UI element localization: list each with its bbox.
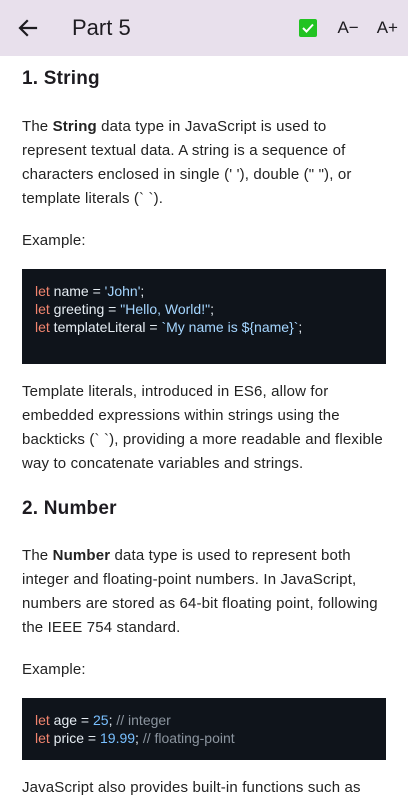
string-description: The String data type in JavaScript is used to represent textual data. A string is a sequence of characters enclosed in single (' '), double (" "), or template literals (` `). (22, 118, 352, 207)
lesson-content[interactable] (0, 68, 408, 800)
code-line: let age = 25; // integer (35, 712, 171, 728)
checkbox-checked-icon (301, 21, 315, 35)
decrease-font-button[interactable]: A− (337, 18, 359, 37)
code-line: let greeting = "Hello, World!"; (35, 301, 214, 317)
page-title: Part 5 (72, 15, 131, 40)
code-block (22, 698, 386, 760)
example-label: Example: (22, 661, 86, 678)
example-label: Example: (22, 232, 86, 249)
string-keyword: String (52, 118, 97, 135)
section-heading-number: 2. Number (22, 498, 117, 519)
mark-complete-checkbox[interactable] (299, 19, 317, 37)
section-heading-string: 1. String (22, 68, 100, 89)
number-keyword: Number (52, 547, 111, 564)
code-line: let name = 'John'; (35, 283, 145, 299)
number-description: The Number data type is used to represent both integer and floating-point numbers. In JavaScript, numbers are stored as 64-bit floating point, following the IEEE 754 standard. (22, 547, 378, 636)
code-line: let price = 19.99; // floating-point (35, 730, 235, 746)
back-button[interactable] (14, 14, 42, 42)
app-bar (0, 0, 408, 56)
code-block (22, 269, 386, 364)
increase-font-button[interactable]: A+ (376, 18, 398, 37)
code-line: let templateLiteral = `My name is ${name}`; (35, 319, 303, 335)
builtin-functions-note: JavaScript also provides built-in functions such as (22, 779, 361, 796)
arrow-left-icon (18, 18, 38, 38)
template-literals-note: Template literals, introduced in ES6, allow for embedded expressions within strings using the backticks (` `), providing a more readable and flexible way to concatenate variables and strings. (22, 383, 383, 472)
